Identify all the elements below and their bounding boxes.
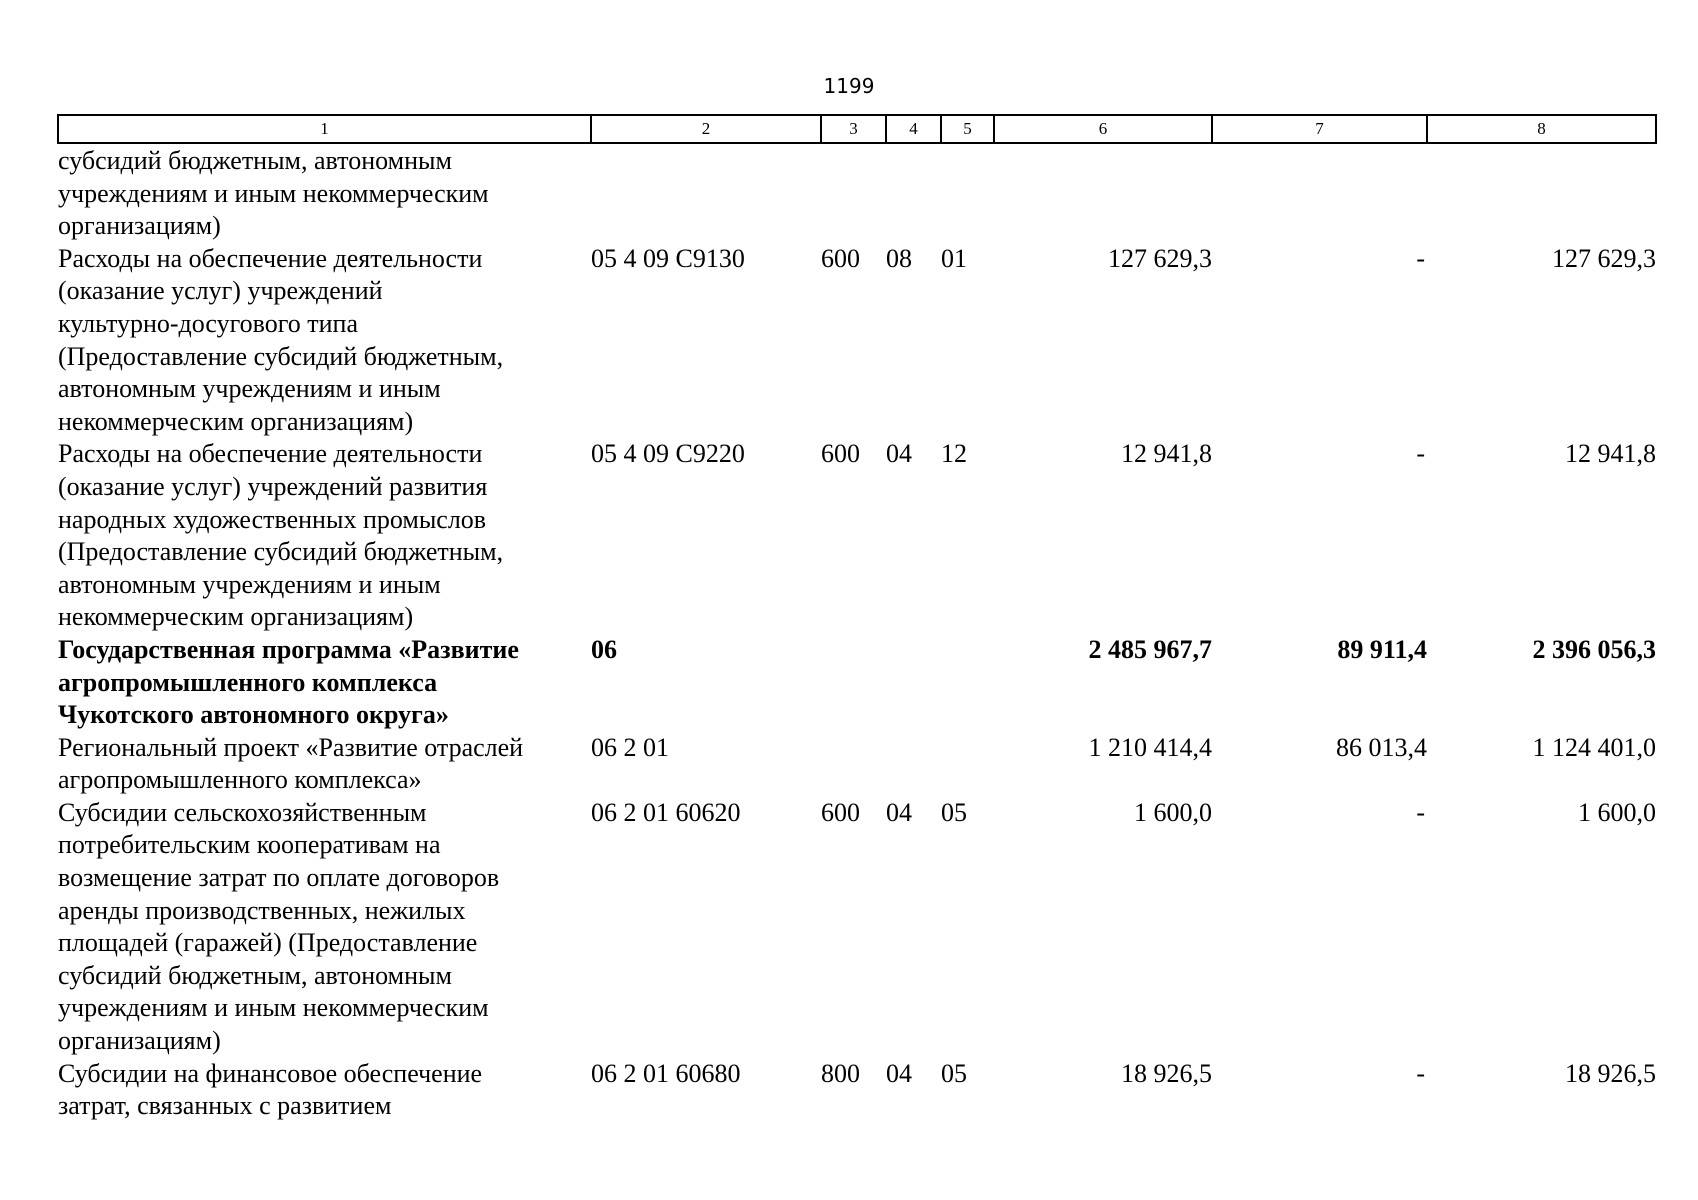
subsection-code <box>941 143 994 243</box>
expense-type-code <box>821 634 886 732</box>
row-name-line: культурно-досугового типа <box>58 308 358 338</box>
subsection-code: 05 <box>941 1058 967 1088</box>
row-name-line: аренды производственных, нежилых <box>58 895 466 925</box>
row-name-line: учреждениям и иным некоммерческим <box>58 993 489 1023</box>
expense-type-code: 600 <box>821 243 860 273</box>
column-header: 4 <box>886 115 941 143</box>
table-row <box>58 634 1656 732</box>
classification-code: 05 4 09 С9130 <box>591 243 745 273</box>
classification-code: 06 2 01 60680 <box>591 1058 741 1088</box>
classification-code: 05 4 09 С9220 <box>591 439 745 469</box>
expense-type-code <box>821 732 886 797</box>
row-name <box>58 438 591 634</box>
row-name-line: (Предоставление субсидий бюджетным, <box>58 537 504 567</box>
row-name-line: Государственная программа «Развитие <box>58 634 519 664</box>
classification-code: 06 <box>591 634 617 664</box>
amount-column-8 <box>1427 143 1656 243</box>
amount-column-8: 1 600,0 <box>1578 797 1656 827</box>
amount-column-8: 12 941,8 <box>1565 439 1656 469</box>
amount-column-8: 127 629,3 <box>1552 243 1656 273</box>
row-name-line: возмещение затрат по оплате договоров <box>58 863 500 893</box>
amount-total <box>994 143 1212 243</box>
row-name <box>58 1058 591 1123</box>
column-header: 6 <box>994 115 1212 143</box>
column-number-header-row <box>58 115 1656 143</box>
row-name-line: (оказание услуг) учреждений <box>58 276 383 306</box>
column-header: 3 <box>821 115 886 143</box>
column-header: 1 <box>58 115 591 143</box>
row-name-line: учреждениям и иным некоммерческим <box>58 178 489 208</box>
amount-total: 127 629,3 <box>1108 243 1212 273</box>
row-name-line: Субсидии сельскохозяйственным <box>58 797 427 827</box>
amount-column-7: - <box>1416 439 1425 469</box>
row-name-line: Расходы на обеспечение деятельности <box>58 243 483 273</box>
amount-column-8: 1 124 401,0 <box>1532 732 1656 762</box>
amount-total: 1 600,0 <box>1134 797 1212 827</box>
expense-type-code: 600 <box>821 797 860 827</box>
classification-code: 06 2 01 <box>591 732 669 762</box>
amount-column-8: 2 396 056,3 <box>1532 634 1656 664</box>
amount-total: 12 941,8 <box>1121 439 1212 469</box>
table-row <box>58 1058 1656 1123</box>
row-name-line: субсидий бюджетным, автономным <box>58 960 452 990</box>
amount-column-7: - <box>1416 243 1425 273</box>
row-name <box>58 634 591 732</box>
row-name-line: агропромышленного комплекса <box>58 667 438 697</box>
expense-type-code: 600 <box>821 439 860 469</box>
row-name <box>58 797 591 1058</box>
section-code <box>886 634 941 732</box>
row-name-line: автономным учреждениям и иным <box>58 569 441 599</box>
section-code: 04 <box>886 797 912 827</box>
subsection-code: 01 <box>941 243 967 273</box>
column-header: 8 <box>1427 115 1656 143</box>
column-header: 5 <box>941 115 994 143</box>
row-name-line: (Предоставление субсидий бюджетным, <box>58 341 504 371</box>
row-name-line: субсидий бюджетным, автономным <box>58 146 452 175</box>
amount-total: 2 485 967,7 <box>1088 634 1212 664</box>
expense-type-code: 800 <box>821 1058 860 1088</box>
row-name-line: некоммерческим организациям) <box>58 602 414 632</box>
row-name-line: организациям) <box>58 211 221 241</box>
row-name-line: автономным учреждениям и иным <box>58 374 441 404</box>
section-code <box>886 143 941 243</box>
row-name-line: Чукотского автономного округа» <box>58 700 449 730</box>
table-row <box>58 438 1656 634</box>
subsection-code <box>941 634 994 732</box>
row-name-line: организациям) <box>58 1026 221 1056</box>
table-row <box>58 143 1656 243</box>
row-name-line: народных художественных промыслов <box>58 504 487 534</box>
classification-code <box>591 143 821 243</box>
budget-table <box>57 114 1657 1123</box>
row-name-line: некоммерческим организациям) <box>58 406 414 436</box>
classification-code: 06 2 01 60620 <box>591 797 741 827</box>
amount-total: 18 926,5 <box>1121 1058 1212 1088</box>
column-header: 7 <box>1212 115 1427 143</box>
amount-column-7: - <box>1416 1058 1425 1088</box>
table-body <box>58 143 1656 1123</box>
table-row <box>58 243 1656 439</box>
row-name <box>58 732 591 797</box>
subsection-code: 12 <box>941 439 967 469</box>
row-name-line: потребительским кооперативам на <box>58 830 441 860</box>
amount-column-8: 18 926,5 <box>1565 1058 1656 1088</box>
table-row <box>58 732 1656 797</box>
amount-column-7: 86 013,4 <box>1336 732 1427 762</box>
row-name-line: (оказание услуг) учреждений развития <box>58 471 488 501</box>
row-name-line: Региональный проект «Развитие отраслей <box>58 732 524 762</box>
page-number: 1199 <box>823 74 875 98</box>
row-name-line: площадей (гаражей) (Предоставление <box>58 928 478 958</box>
section-code: 04 <box>886 439 912 469</box>
expense-type-code <box>821 143 886 243</box>
row-name-line: Расходы на обеспечение деятельности <box>58 439 483 469</box>
row-name-line: агропромышленного комплекса» <box>58 765 422 795</box>
section-code: 08 <box>886 243 912 273</box>
amount-column-7: 89 911,4 <box>1337 634 1427 664</box>
amount-total: 1 210 414,4 <box>1088 732 1212 762</box>
column-header: 2 <box>591 115 821 143</box>
section-code: 04 <box>886 1058 912 1088</box>
row-name <box>58 143 591 243</box>
amount-column-7 <box>1212 143 1427 243</box>
amount-column-7: - <box>1416 797 1425 827</box>
table-row <box>58 797 1656 1058</box>
row-name-line: Субсидии на финансовое обеспечение <box>58 1058 483 1088</box>
row-name-line: затрат, связанных с развитием <box>58 1091 392 1121</box>
row-name <box>58 243 591 439</box>
section-code <box>886 732 941 797</box>
subsection-code <box>941 732 994 797</box>
subsection-code: 05 <box>941 797 967 827</box>
